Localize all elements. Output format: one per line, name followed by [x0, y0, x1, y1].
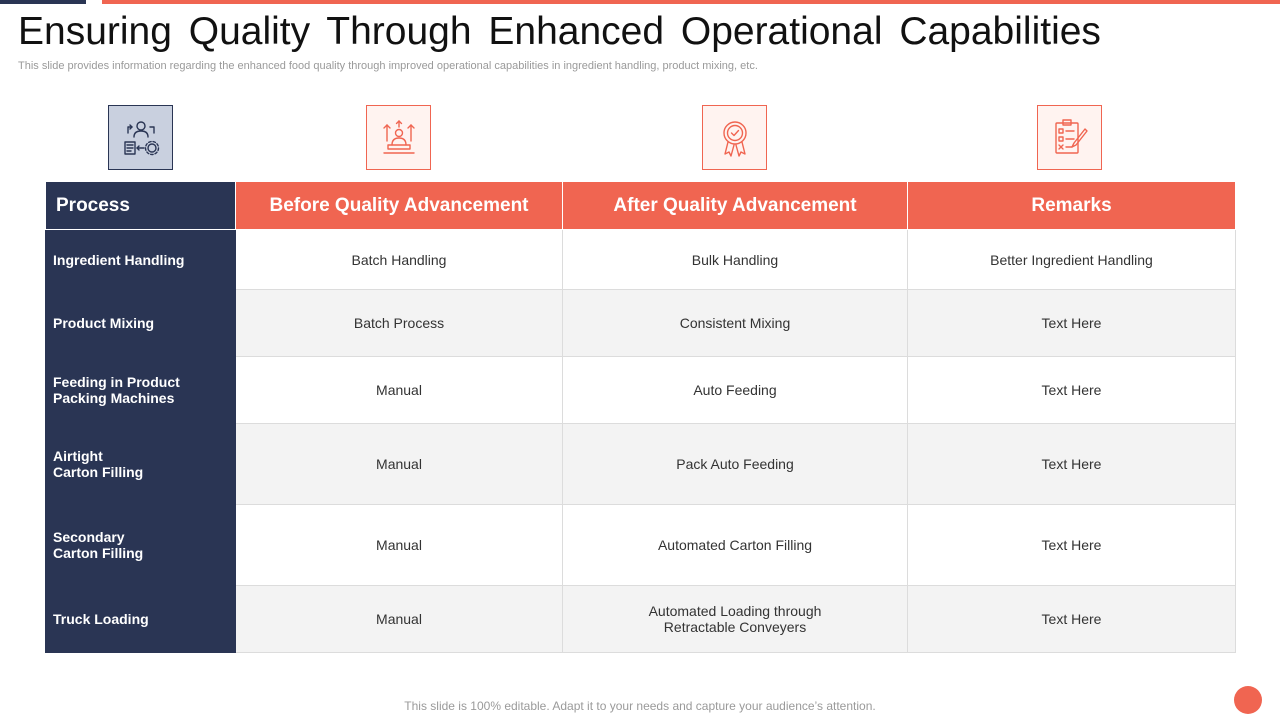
after-cell: Automated Carton Filling — [563, 505, 908, 586]
top-accent-bar — [102, 0, 1280, 4]
remarks-cell: Text Here — [908, 290, 1236, 357]
before-cell: Manual — [236, 357, 563, 424]
table-row — [46, 357, 1236, 424]
slide-title: Ensuring Quality Through Enhanced Operational Capabilities — [18, 10, 1101, 53]
after-cell: Consistent Mixing — [563, 290, 908, 357]
top-accent-bar-dark — [0, 0, 86, 4]
remarks-cell: Text Here — [908, 505, 1236, 586]
before-cell: Batch Handling — [236, 230, 563, 290]
remarks-cell: Text Here — [908, 424, 1236, 505]
quality-badge-icon — [702, 105, 767, 170]
process-cell: Secondary Carton Filling — [46, 505, 236, 586]
table-row — [46, 424, 1236, 505]
remarks-cell: Text Here — [908, 357, 1236, 424]
header-after: After Quality Advancement — [563, 182, 908, 230]
slide-subtitle: This slide provides information regarding the enhanced food quality through improved operational capabilities in ingredient handling, product mixing, etc. — [18, 60, 758, 72]
header-before: Before Quality Advancement — [236, 182, 563, 230]
checklist-icon — [1037, 105, 1102, 170]
after-cell: Automated Loading through Retractable Conveyers — [563, 586, 908, 653]
table-row — [46, 290, 1236, 357]
before-cell: Manual — [236, 505, 563, 586]
table-header-row — [46, 182, 1236, 230]
after-cell: Auto Feeding — [563, 357, 908, 424]
header-remarks: Remarks — [908, 182, 1236, 230]
person-gear-process-icon — [108, 105, 173, 170]
process-cell: Ingredient Handling — [46, 230, 236, 290]
before-cell: Manual — [236, 424, 563, 505]
process-cell: Product Mixing — [46, 290, 236, 357]
table-row — [46, 230, 1236, 290]
after-cell: Pack Auto Feeding — [563, 424, 908, 505]
table-row — [46, 505, 1236, 586]
process-cell: Truck Loading — [46, 586, 236, 653]
process-cell: Airtight Carton Filling — [46, 424, 236, 505]
remarks-cell: Text Here — [908, 586, 1236, 653]
after-cell: Bulk Handling — [563, 230, 908, 290]
process-cell: Feeding in Product Packing Machines — [46, 357, 236, 424]
before-cell: Manual — [236, 586, 563, 653]
corner-dot — [1234, 686, 1262, 714]
slide-footer: This slide is 100% editable. Adapt it to your needs and capture your audience’s attention. — [404, 699, 876, 713]
table-row — [46, 586, 1236, 653]
before-cell: Batch Process — [236, 290, 563, 357]
comparison-table — [45, 181, 1236, 653]
header-process: Process — [46, 182, 236, 230]
remarks-cell: Better Ingredient Handling — [908, 230, 1236, 290]
growth-arrows-person-icon — [366, 105, 431, 170]
